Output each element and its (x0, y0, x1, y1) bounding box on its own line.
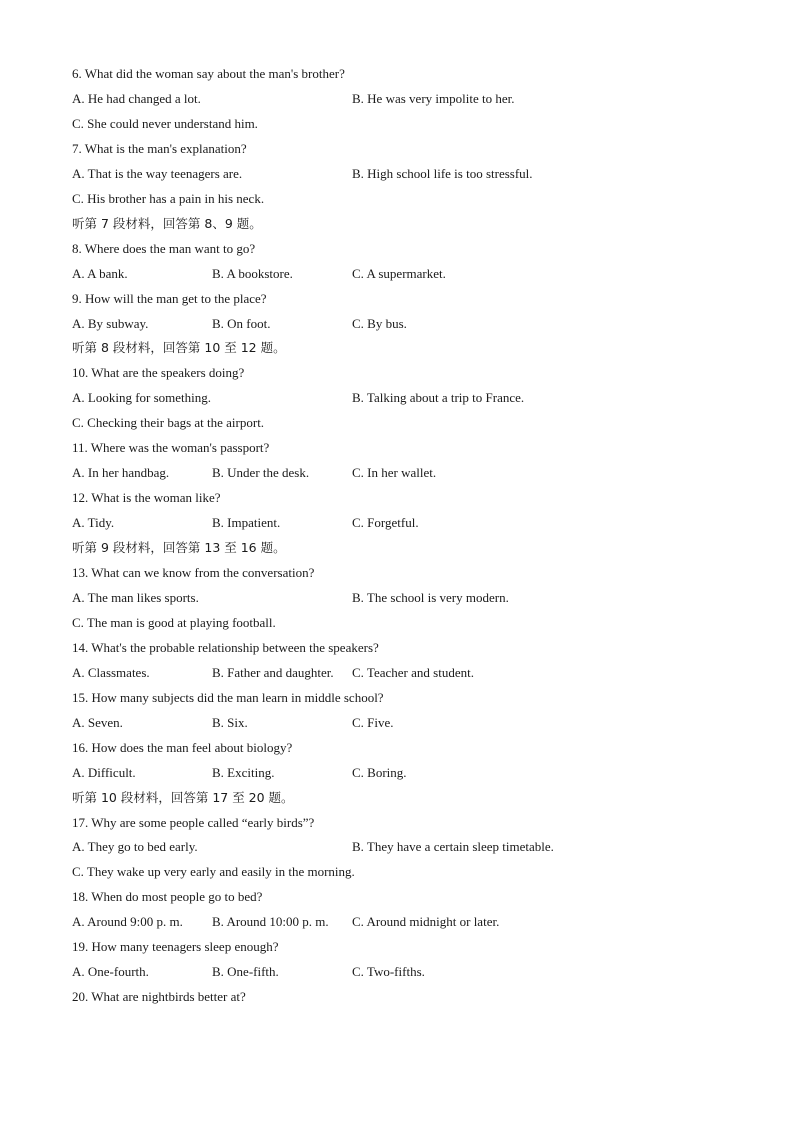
question-stem: 14. What's the probable relationship between the speakers? (72, 639, 379, 655)
question-stem: 16. How does the man feel about biology? (72, 739, 293, 755)
question-stem: 9. How will the man get to the place? (72, 290, 267, 306)
answer-option: A. One-fourth. (72, 964, 149, 980)
answer-option: B. They have a certain sleep timetable. (352, 839, 554, 855)
answer-option: A. They go to bed early. (72, 839, 198, 855)
answer-option: A. The man likes sports. (72, 589, 199, 605)
question-stem: 12. What is the woman like? (72, 490, 221, 506)
answer-option: C. Around midnight or later. (352, 914, 500, 930)
answer-option: C. They wake up very early and easily in the morning. (72, 864, 355, 880)
question-stem: 18. When do most people go to bed? (72, 889, 263, 905)
answer-option: B. Under the desk. (212, 465, 310, 481)
answer-option: B. He was very impolite to her. (352, 90, 515, 106)
answer-option: A. He had changed a lot. (72, 90, 201, 106)
question-stem: 15. How many subjects did the man learn in middle school? (72, 689, 384, 705)
answer-option: C. She could never understand him. (72, 115, 258, 131)
answer-option: B. Around 10:00 p. m. (212, 914, 329, 930)
question-stem: 11. Where was the woman's passport? (72, 440, 270, 456)
answer-option: C. Five. (352, 714, 394, 730)
answer-option: B. High school life is too stressful. (352, 165, 533, 181)
answer-option: A. Tidy. (72, 515, 115, 531)
answer-option: C. Two-fifths. (352, 964, 425, 980)
answer-option: B. Impatient. (212, 515, 281, 531)
answer-option: B. Talking about a trip to France. (352, 390, 525, 406)
answer-option: C. His brother has a pain in his neck. (72, 190, 265, 206)
answer-option: A. Looking for something. (72, 390, 212, 406)
answer-option: C. By bus. (352, 315, 407, 331)
answer-option: B. On foot. (212, 315, 271, 331)
section-heading: 听第 7 段材料，回答第 8、9 题。 (72, 215, 262, 231)
question-stem: 19. How many teenagers sleep enough? (72, 939, 279, 955)
answer-option: B. Father and daughter. (212, 664, 334, 680)
question-stem: 17. Why are some people called “early birds”? (72, 814, 315, 830)
answer-option: A. Classmates. (72, 664, 150, 680)
answer-option: A. In her handbag. (72, 465, 170, 481)
answer-option: C. Teacher and student. (352, 664, 474, 680)
answer-option: C. The man is good at playing football. (72, 614, 276, 630)
answer-option: B. A bookstore. (212, 265, 293, 281)
section-heading: 听第 8 段材料，回答第 10 至 12 题。 (72, 340, 286, 356)
answer-option: A. Seven. (72, 714, 123, 730)
answer-option: C. Boring. (352, 764, 407, 780)
question-stem: 6. What did the woman say about the man's brother? (72, 66, 345, 81)
answer-option: C. A supermarket. (352, 265, 446, 281)
answer-option: A. Around 9:00 p. m. (72, 914, 183, 930)
section-heading: 听第 9 段材料，回答第 13 至 16 题。 (72, 540, 286, 556)
answer-option: B. One-fifth. (212, 964, 279, 980)
question-stem: 10. What are the speakers doing? (72, 365, 245, 381)
question-stem: 13. What can we know from the conversation? (72, 565, 315, 580)
answer-option: B. Six. (212, 714, 248, 730)
answer-option: C. Forgetful. (352, 515, 419, 531)
answer-option: A. By subway. (72, 315, 149, 331)
answer-option: A. A bank. (72, 265, 128, 281)
answer-option: B. The school is very modern. (352, 589, 509, 605)
answer-option: A. Difficult. (72, 764, 136, 780)
question-stem: 20. What are nightbirds better at? (72, 989, 246, 1005)
question-stem: 8. Where does the man want to go? (72, 240, 256, 256)
answer-option: C. Checking their bags at the airport. (72, 415, 265, 431)
answer-option: A. That is the way teenagers are. (72, 165, 243, 181)
answer-option: C. In her wallet. (352, 465, 437, 481)
question-stem: 7. What is the man's explanation? (72, 140, 247, 156)
section-heading: 听第 10 段材料，回答第 17 至 20 题。 (72, 789, 294, 805)
answer-option: B. Exciting. (212, 764, 275, 780)
